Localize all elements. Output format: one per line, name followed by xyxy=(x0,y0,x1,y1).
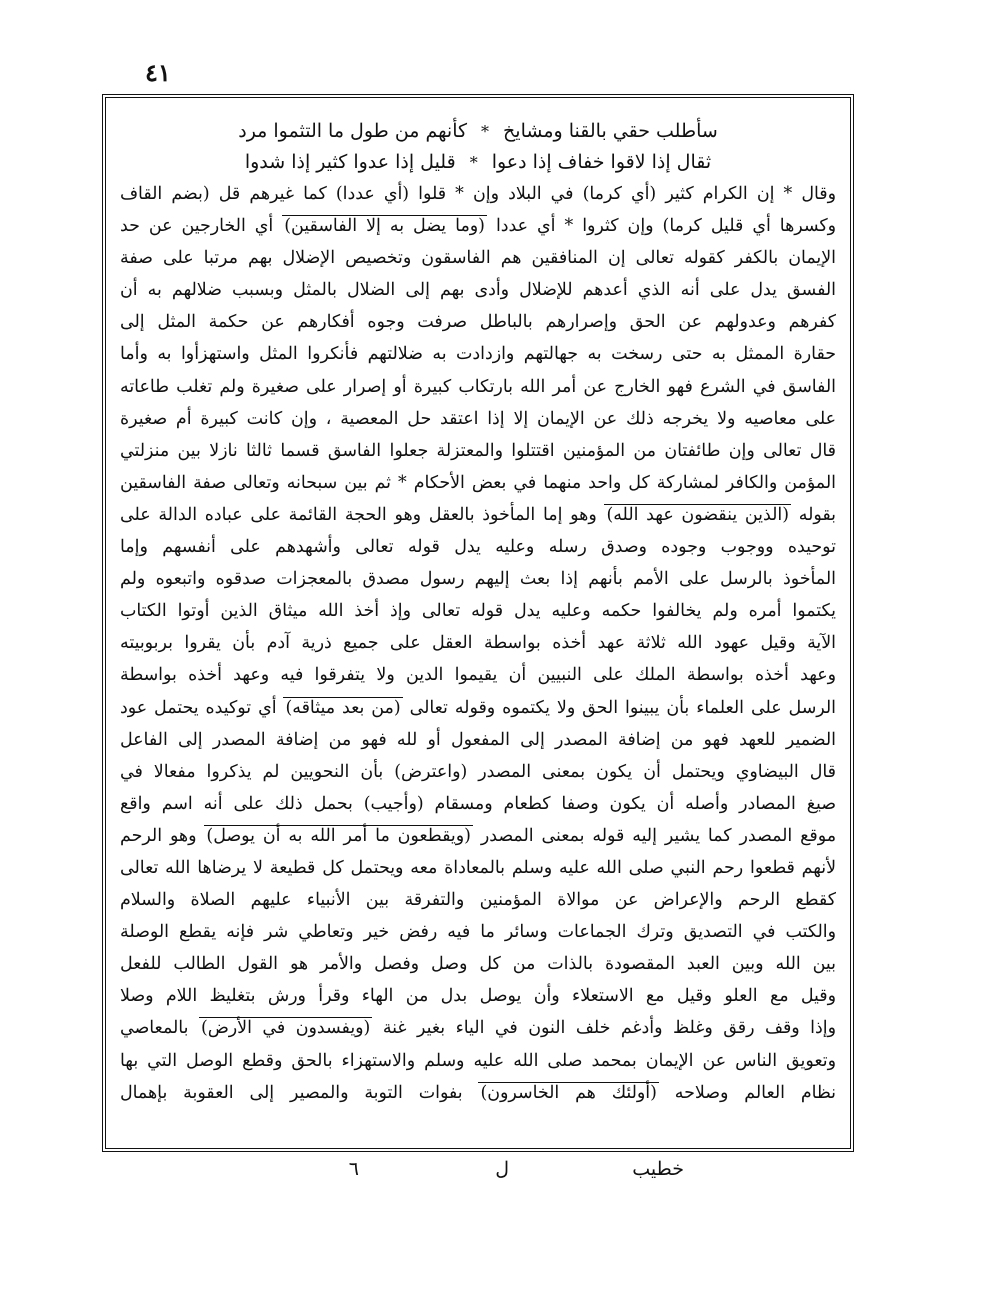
text-segment: توحيده ووجوب وجوده وصدق رسله وعليه يدل قوله تعالى وأشهدهم على أنفسهم وإما xyxy=(120,537,836,558)
text-segment: لأنهم قطعوا رحم النبي صلى الله عليه وسلم بالمعاداة معه ويحتمل كل قطيعة لا يرضاها الله تعالى xyxy=(120,857,836,878)
text-line xyxy=(120,531,836,563)
text-segment: كفرهم وعدولهم عن الحق وإصرارهم بالباطل صرفت وجوه أفكارهم عن حكمة المثل إلى xyxy=(120,312,836,333)
text-segment: أي الخارجين عن حد xyxy=(120,216,274,237)
text-segment: موقع المصدر كما يشير إليه قوله بمعنى المصدر xyxy=(480,825,836,846)
text-line xyxy=(120,274,836,306)
verse-first-hemistich: ثقال إذا لاقوا خفاف إذا دعوا xyxy=(491,151,712,173)
page-footer xyxy=(102,1158,854,1198)
footer-signature: ٦ xyxy=(348,1158,359,1180)
text-segment: وعهد أخذه بواسطة الملك على النبيين أن يقيموا الدين ولا يتفرقوا فيه وعهد أخذه بواسطة xyxy=(120,665,836,686)
text-line xyxy=(120,242,836,274)
quran-quote: (ويقطعون ما أمر الله به أن يوصل) xyxy=(206,825,471,846)
text-segment: الفسق يدل على أنه الذي أعدهم للإضلال وأدى بهم إلى الضلال بالمثل وبسبب ضلالهم به أن xyxy=(120,280,836,301)
text-segment: الإيمان بالكفر كقوله تعالى إن المنافقين هم الفاسقون وتخصيص الإضلال بهم مرتبا على صفة xyxy=(120,248,836,269)
text-line xyxy=(120,371,836,403)
text-segment: أي توكيده يحتمل عود xyxy=(120,697,277,718)
quran-quote: (أولئك هم الخاسرون) xyxy=(480,1082,657,1103)
quran-quote: (ويفسدون في الأرض) xyxy=(200,1018,371,1039)
text-segment: المؤمن والكافر لمشاركة كل واحد منهما في بعض الأحكام * ثم بين سبحانه وتعالى صفة الفاسقين xyxy=(120,472,836,493)
text-line xyxy=(120,563,836,595)
text-line xyxy=(120,595,836,627)
text-line xyxy=(120,916,836,948)
quran-quote: (وما يضل به إلا الفاسقين) xyxy=(284,216,485,237)
text-segment: وقال * إن الكرام كثير (أي كرما) في البلاد وإن * قلوا (أي عددا) كما غيرهم قل (بضم القاف xyxy=(120,184,836,204)
text-line xyxy=(120,210,836,242)
text-line xyxy=(120,724,836,756)
text-segment: حقارة الممثل به حتى رسخت به جهالتهم وازدادت به ضلالتهم فأنكروا المثل واستهزأوا به وأما xyxy=(120,344,836,365)
text-segment: كقطع الرحم والإعراض عن موالاة المؤمنين والتفرقة بين الأنبياء عليهم الصلاة والسلام xyxy=(120,890,836,911)
text-segment: صيغ المصادر وأصله أن يكون وصفا كطعام ومسقام (وأجيب) بحمل ذلك على أنه اسم واقع xyxy=(120,793,836,814)
text-line xyxy=(120,1077,836,1109)
verse-first-hemistich: سأطلب حقي بالقنا ومشايخ xyxy=(503,120,718,142)
text-line xyxy=(120,788,836,820)
text-line xyxy=(120,1012,836,1044)
text-frame xyxy=(102,94,854,1152)
text-line xyxy=(120,627,836,659)
text-line xyxy=(120,884,836,916)
text-segment: الرسل على العلماء بأن يبينوا الحق ولا يكتموه وقوله تعالى xyxy=(409,697,836,718)
text-line xyxy=(120,980,836,1012)
text-segment: قال البيضاوي ويحتمل أن يكون بمعنى المصدر (واعترض) بأن النحويين لم يذكروا مفعالا في xyxy=(120,761,836,782)
text-segment: بالمعاصي xyxy=(120,1018,189,1039)
text-segment: وقيل مع العلو وقيل مع الاستعلاء وأن يوصل بدل من الهاء وقرأ ورش بتغليظ اللام وصلا xyxy=(120,986,836,1007)
text-line xyxy=(120,692,836,724)
text-segment: وكسرها أي قليل كرما) وإن كثروا * أي عددا xyxy=(495,216,836,237)
text-line xyxy=(120,820,836,852)
text-line xyxy=(120,338,836,370)
text-segment: يكتموا أمره ولم يخالفوا حكمه وعليه يدل قوله تعالى وإذ أخذ الله ميثاق الذين أوتوا الكتاب xyxy=(120,601,836,622)
text-segment: نظام العالم وصلاحه xyxy=(674,1082,836,1103)
text-segment: الفاسق في الشرع فهو الخارج عن أمر الله بارتكاب كبيرة أو إصرار على صغيرة ولم تغلب طاعاته xyxy=(120,376,836,397)
verse-second-hemistich: كأنهم من طول ما التثموا مرد xyxy=(238,120,468,142)
text-line xyxy=(120,852,836,884)
text-line xyxy=(120,306,836,338)
text-line xyxy=(120,467,836,499)
text-segment: والكتب في التصديق وترك الجماعات وسائر ما فيه رفض خير وتعاطي شر فإنه يقطع الوصلة xyxy=(120,922,836,943)
text-segment: وتعويق الناس عن الإيمان بمحمد صلى الله عليه وسلم والاستهزاء بالحق وقطع الوصل التي بها xyxy=(120,1050,836,1071)
text-line xyxy=(120,1045,836,1077)
verse-second-hemistich: قليل إذا عدوا كثير إذا شدوا xyxy=(244,151,456,173)
footer-signature: خطيب xyxy=(632,1158,684,1180)
verse-separator: * xyxy=(469,153,478,172)
text-segment: بين الله وبين العبد المقصودة بالذات من كل وصل وفصل والأمر هو القول الطالب للفعل xyxy=(120,954,836,975)
text-segment: بفوات التوبة والمصير إلى العقوبة بإهمال xyxy=(120,1082,463,1103)
verse-separator: * xyxy=(481,122,490,141)
text-segment: الآية وقيل عهود الله ثلاثة عهد أخذه بواسطة العقل على جميع ذرية آدم بأن يقروا بربوبيته xyxy=(120,633,836,654)
text-line xyxy=(120,756,836,788)
text-line xyxy=(120,499,836,531)
text-segment: وهو الرحم xyxy=(120,825,197,846)
footer-signature: ل xyxy=(495,1158,509,1180)
body-text xyxy=(120,178,836,1109)
text-line xyxy=(120,948,836,980)
text-line xyxy=(120,659,836,691)
page-number: ٤١ xyxy=(145,58,171,87)
quran-quote: (من بعد ميثاقه) xyxy=(285,697,401,718)
poem-verse xyxy=(120,116,836,147)
text-segment: الضمير للعهد فهو من إضافة المصدر إلى المفعول أو لله فهو من إضافة المصدر إلى الفاعل xyxy=(120,729,836,750)
text-segment: بقوله xyxy=(798,504,836,525)
text-line xyxy=(120,435,836,467)
text-line xyxy=(120,178,836,210)
text-segment: المأخوذ بالرسل على الأمم بأنهم إذا بعث إليهم رسول مصدق بالمعجزات صدقوه واتبعوه ولم xyxy=(120,569,836,590)
text-line xyxy=(120,403,836,435)
quran-quote: (الذين ينقضون عهد الله) xyxy=(606,504,790,525)
text-segment: قال تعالى وإن طائفتان من المؤمنين اقتتلوا والمعتزلة جعلوا الفاسق قسما ثالثا نازلا بين منزلتي xyxy=(120,440,836,461)
text-segment: وإذا وقف رقق وغلظ وأدغم خلف النون في الياء بغير غنة xyxy=(382,1018,836,1039)
text-segment: وهو إما المأخوذ بالعقل وهو الحجة القائمة على عباده الدالة على xyxy=(120,504,597,525)
poem-verse xyxy=(120,147,836,178)
text-segment: على معاصيه ولا يخرجه ذلك عن الإيمان إلا إذا اعتقد حل المعصية ، وإن كانت كبيرة أم صغيرة xyxy=(120,408,836,429)
